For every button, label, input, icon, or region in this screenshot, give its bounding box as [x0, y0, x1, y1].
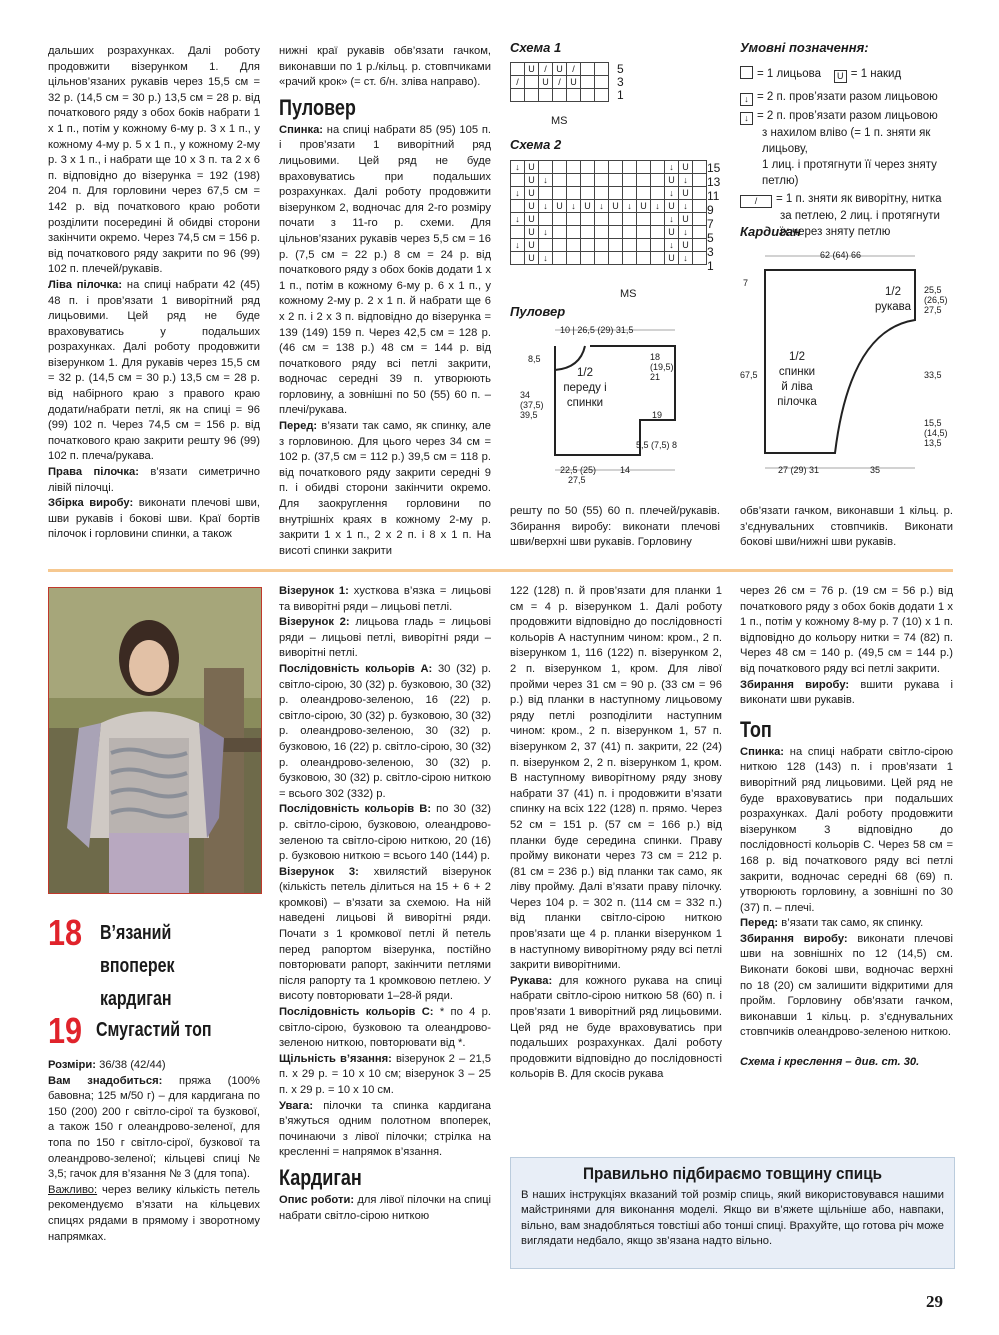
tip-box: [510, 1157, 955, 1269]
section-label: Права пілочка:: [48, 466, 139, 479]
lower-column-3: 122 (128) п. й пров’язати для планки 1 см = 4 р. візерунком 1. Далі роботу продовжити відповідно до послідовності кольорів А наступним чином: кром., 2 п. візерунком 1, 116 (122) п. візерунком 2, 2 п. візерунком 1, кром. Для лівої пройми через 31 см = 90 р. (33 см = 96 р.) від планки в наступному лицьовому ряду петлі розподілити наступним чином: кром., 2 п. візерунком 1, 57 п. візерунком 2, 37 (41) п. закрити, 22 (24) п. візерунком 2, 2 п. візерунком 1, кром. В наступному виворітному ряду знову набрати 37 (41) п. і продовжити в’язати спинку на всіх 122 (128) п. прямо. Через 52 см = 151 р. (57 см = 166 р.) від планки буде середина спинки. Праву пройму виконати через 73 см = 212 р. (81 см = 236 р.) від планки так само, як ліву пройму. Далі в’язати праву пілочку. Через 104 р. = 302 п. (114 см = 332 п.) від планки світло-сірою ниткою пров’язати ще 4 р. планки візерунком 1 в наступному виворітному ряду всі петлі закрити виворітними. Рукава: для кожного рукава на спиці набрати світло-сірою ниткою 58 (60) п. і пров’язати 1 виворітний ряд лицьовими. Цей ряд не буде враховуватись при подальших розрахунках. Далі роботу продовжити відповідно до послідовності кольорів В. Для скосів рукава: [510, 585, 722, 1081]
schema-2-grid: ↓ U ↓ U U ↓ U ↓ ↓ U ↓ U U ↓ U ↓ U ↓ U ↓ U ↓ U ↓ ↓ U ↓ U U ↓ U ↓ ↓ U ↓ U U ↓ U ↓: [510, 160, 707, 265]
pullover-dim-bottom: 22,5 (25) 27,5: [560, 465, 597, 485]
top-column-2: [279, 44, 491, 559]
pullover-schema-title: Пуловер: [510, 304, 566, 319]
yarn-over-icon: U: [834, 70, 847, 83]
ssk-icon: ↓: [740, 112, 753, 125]
section-heading-cardigan: Кардиган: [279, 1164, 362, 1190]
paragraph: виконати плечові шви, шви рукавів і бокові шви. Краї бортів пілочок і горловини спинки, а також: [48, 497, 260, 541]
model-title-18a: В’язаний: [100, 922, 172, 944]
cardigan-dim-bottom-2: 35: [870, 465, 881, 475]
pullover-dim-top: 10 | 26,5 (29) 31,5: [560, 325, 634, 335]
lower-column-4: через 26 см = 76 р. (19 см = 56 р.) від початкового ряду з обох боків додати 1 х 1 п., потім у кожному 8-му р. 7 (10) х 1 п. відповідно до кольору нитки = 74 (82) п. Через 48 см = 140 р. (49,5 см = 144 р.) від початкового ряду всі петлі закрити. Збирання виробу: вшити рукава і виконати шви рукавів. Топ Спинка: на спиці набрати світло-сірою ниткою 128 (143) п. і пров’язати 1 виворітний ряд лицьовими. Цей ряд не буде враховуватись при подальших розрахунках. Далі роботу продовжити візерунком 3 відповідно до послідовності кольорів С. Через 58 см = 168 р. від початкового ряду всі петлі закрити, водночас середні 68 (69) п. утворюють горловину, а зовнішні по 30 (37) п. – плечі. Перед: в’язати так само, як спинку. Збирання виробу: виконати плечові шви на зовнішніх по 12 (14,5) см. Виконати бокові шви, водночас верхні по 18 (20) см залишити відкритими для пройм. Горловину обв’язати гачком, виконавши 1 кільц. р. з’єднувальних стовпчиків олеандрово-зеленою ниткою. Схема і креслення – див. ст. 30.: [740, 584, 953, 1071]
cardigan-dim-left: 67,5: [740, 370, 758, 380]
lower-column-2: Візерунок 1: хустковa в’язка = лицьові та виворітні ряди – лицьові петлі. Візерунок 2: лицьова гладь = лицьові ряди – лицьові петлі, виворітні ряди – виворітні петлі. Послідовність кольорів А: 30 (32) р. світло-сірою, 30 (32) р. бузковою, 30 (32) р. олеандрово-зеленою, 16 (22) р. світло-сірою, 30 (32) р. бузковою, 30 (32) р. олеандрово-зеленою, 30 (32) р. бузковою, 16 (22) р. світло-сірою, 30 (32) р. олеандрово-зеленою, 30 (32) р. бузковою, 30 (32) р. світло-сірою ниткою = всього 302 (332) р. Послідовність кольорів В: по 30 (32) р. світло-сірою, бузковою, олеандрово-зеленою та світло-сірою ниткою, 20 (16) р. бузковою ниткою = всього 140 (144) р. Візерунок 3: хвилястий візерунок (кількість петель ділиться на 15 + 6 + 2 кромкові) – в’язати за схемою. На ній наведені лицьові й виворітні ряди. Почати з 1 кромкової петлі й петель перед рапортом візерунка, постійно повторювати рапорт, закінчити петлями після рапорту та 1 кромковою петлею. У висоту повторювати 1–28-й ряди. Послідовність кольорів С: * по 4 р. світло-сірою, бузковою та олеандрово-зеленою ниткою, повторювати від *. Щільність в’язання: візерунок 2 – 21,5 п. х 29 р. = 10 х 10 см; візерунок 3 – 25 п. х 29 р. = 10 х 10 см. Увага: пілочки та спинка кардигана в’яжуться одним полотном впоперек, починаючи з лівої пілочки; стрілка на кресленні = напрямок в’язання. Кардиган Опис роботи: для лівої пілочки на спиці набрати світло-сірою ниткою: [279, 585, 491, 1222]
schema-2-ms: MS: [620, 288, 637, 300]
cardigan-dim-right-top: 25,5 (26,5) 27,5: [924, 285, 948, 315]
cardigan-dim-top: 62 (64) 66: [820, 250, 862, 260]
paragraph: нижні краї рукавів обв’язати гачком, виконавши по 1 р./кільц. р. стовпчиками «рачий крок» (= ст. б/н. зліва направо).: [279, 45, 491, 89]
lower-column-1: Розміри: 36/38 (42/44) Вам знадобиться: пряжа (100% бавовна; 125 м/50 г) – для кардигана по 150 (200) 200 г світло-сірої та бузкової, а також 150 г олеандрово-зеленої, для топа по 150 г світло-сірої, бузкової та олеандрово-зеленої; кільцеві спиці № 3,5; гачок для в’язання № 3 (для топа). Важливо: через велику кількість петель рекомендуємо в’язати на кільцевих спицях рядами в прямому і зворотному напрямках.: [48, 1059, 260, 1243]
cardigan-dim-left-7: 7: [743, 278, 749, 288]
pullover-dim-bottom-right: 5,5 (7,5) 8: [636, 440, 678, 450]
pullover-label: 1/2 переду і спинки: [563, 367, 607, 409]
paragraph: в’язати симетрично лівій пілочці.: [48, 466, 260, 494]
schema-1-ms: MS: [551, 115, 568, 127]
model-number-18: 18: [48, 912, 83, 953]
tip-body: В наших інструкціях вказаний той розмір спиць, який використовувався нашими майстринями для виконання моделі. Якщо ви в’яжете щільніше або, навпаки, вільно, вам знадобляться товстіші або тонші спиці. Врахуйте, що готова річ може виглядати недбало, якщо зв’язана надто вільно.: [521, 1189, 944, 1248]
section-heading-pullover: Пуловер: [279, 94, 356, 120]
cardigan-schema-title: Кардиган: [740, 224, 801, 239]
section-label: Перед:: [279, 420, 318, 433]
page-number: 29: [926, 1292, 943, 1311]
pullover-dim-right: 18 (19,5) 21: [650, 352, 674, 382]
legend-list: = 1 лицьова U = 1 накид ↓ = 2 п. пров’язати разом лицьовою ↓ = 2 п. пров’язати разом лицьовою з нахилом вліво (= 1 п. зняти як лицьову, 1 лиц. і протягнути її через зняту петлю) / = 1 п. зняти як виворітну, нитка за петлею, 2 лиц. і протягнути їх через зняту петлю: [740, 66, 955, 240]
top-column-1: [48, 44, 260, 543]
cardigan-sleeve-label: 1/2 рукава: [874, 286, 912, 313]
section-divider: [48, 569, 953, 572]
schema-1-row-numbers: 5 3 1: [617, 62, 624, 102]
section-label: Вам знадобиться:: [48, 1074, 163, 1087]
paragraph: в’язати так само, як спинку, але з горловиною. Для цього через 34 см = 102 р. (37,5 см = 112 р.) 39,5 см = 118 р. від початкового ряду закрити середні 9 п. і обидві сторони закінчити окремо. Для заокруглення горловини по внутрішніх краях в кожному 2-му р. закрити 1 х 1 п., 2 х 2 п. і 8 х 1 п. На висоті спинки закрити: [279, 420, 491, 557]
tip-title: Правильно підбираємо товщину спиць: [582, 1164, 883, 1183]
pullover-dim-left: 34 (37,5) 39,5: [520, 390, 544, 420]
section-label: Важливо:: [48, 1183, 98, 1196]
reference-note: Схема і креслення – див. ст. 30.: [740, 1056, 920, 1069]
cardigan-dim-bottom-1: 27 (29) 31: [778, 465, 820, 475]
model-title-19: Смугастий топ: [96, 1019, 212, 1041]
schema-1-title: Схема 1: [510, 40, 562, 55]
cardigan-body-label: 1/2 спинки й ліва пілочка: [777, 351, 817, 408]
k2tog-icon: ↓: [740, 93, 753, 106]
pullover-dim-right2: 19: [652, 410, 663, 420]
slip-pass-icon: /: [740, 195, 772, 208]
schema-2-row-numbers: 15 13 11 9 7 5 3 1: [707, 161, 721, 273]
top-column-3: решту по 50 (55) 60 п. плечей/рукавів. Збирання виробу: виконати плечові шви/верхні шви рукавів. Горловину: [510, 505, 720, 549]
model-title-18c: кардиган: [100, 988, 172, 1010]
legend-title: Умовні позначення:: [740, 40, 869, 55]
model-title-18b: впоперек: [100, 955, 175, 977]
knit-icon: [740, 66, 753, 79]
model-number-19: 19: [48, 1010, 83, 1051]
schema-2-title: Схема 2: [510, 137, 562, 152]
paragraph: на спиці набрати 42 (45) 48 п. і пров’язати 1 виворітний ряд лицьовими. Цей ряд не буде враховуватись у подальших розрахунках. Далі роботу продовжити візерунком 1. Для рукавів через 15,5 см = 32 р. (14,5 см = 30 р.) 13,5 см = 28 р. від набірного краю з правого краю додати/набрати петлі, як на спиці = 96 (99) 102 п. Через 74,5 см = 156 р. від початкового краю закрити решту 96 (99) 102 п. плеча/рукава.: [48, 278, 260, 463]
top-column-4: обв’язати гачком, виконавши 1 кільц. р. з’єднувальних стовпчиків. Виконати бокові шви/нижні шви рукавів.: [740, 505, 953, 549]
section-label: Розміри:: [48, 1059, 96, 1071]
cardigan-dim-right-bottom: 15,5 (14,5) 13,5: [924, 418, 948, 448]
pullover-dim-neck: 8,5: [528, 354, 541, 364]
paragraph: на спиці набрати 85 (95) 105 п. і пров’язати 1 виворітний ряд лицьовими. Цей ряд не буде враховуватись при подальших розрахунках. Далі роботу продовжити візерунком 2, водночас для 2-го розміру почати з 11-го р. схеми. Для цільнов’язаних рукавів через 5,5 см = 16 р. (7,5 см = 22 р.) 8 см = 24 р. від початкового ряду з обох боків додати 1 х 1 п., потім в кожному 6-му р. 6 х 1 п., у кожному 2-му р. 2 х 1 п. й набрати ще 6 х 2 п. і 2 х 3 п. відповідно до візерунка = 139 (149) 159 п. Через 42,5 см = 128 р. (46 см = 138 р.) 48 см = 144 р. від початкового ряду всі петлі закрити, водночас середні 39 п. утворюють горловину, а зовнішні по 50 (55) 60 п. – плечі/рукава.: [279, 123, 491, 417]
paragraph: дальших розрахунках. Далі роботу продовжити візерунком 1. Для цільнов’язаних рукавів через 15,5 см = 32 р. (14,5 см = 30 р.) 13,5 см = 28 р. від початкового ряду з обох боків набрати 1 х 1 п., потім у кожному 6-му р. 3 х 1 п., у кожному 4-му р. 5 х 1 п., у кожному 2-му р. 3 х 1 п., і набрати ще 10 х 3 п. та 2 х 6 п. відповідно до візерунка = 192 (198) 204 п. Для горловини через 67,5 см = 142 р. від початкового краю роботи розділити посередині й обидві сторони закінчити окремо. Через 74,5 см = 156 р. від початкового ряду закрити по 96 (99) 102 п. плечей/рукавів.: [48, 45, 260, 276]
cardigan-dim-right: 33,5: [924, 370, 942, 380]
section-heading-top: Топ: [740, 716, 772, 742]
model-photo: [48, 587, 262, 894]
section-label: Ліва пілочка:: [48, 278, 123, 291]
pullover-dim-bottom-3: 14: [620, 465, 631, 475]
section-label: Збірка виробу:: [48, 497, 134, 510]
section-label: Спинка:: [279, 123, 324, 136]
schema-1-grid: U / U / / U / U: [510, 62, 609, 102]
